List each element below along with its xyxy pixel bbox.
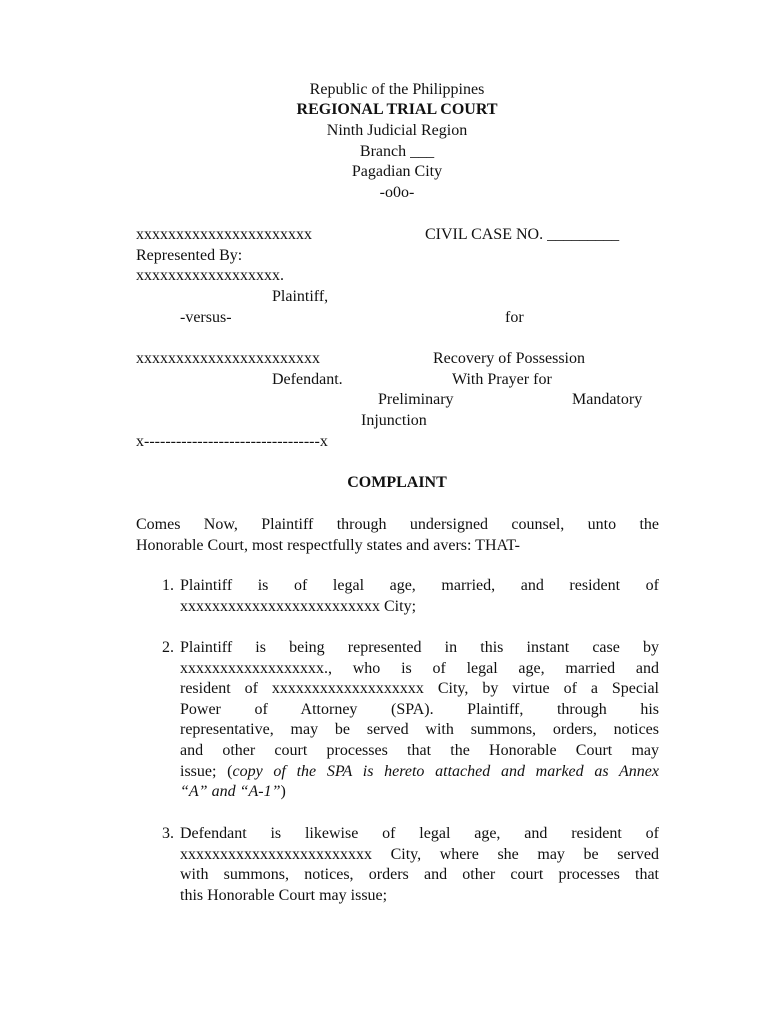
action-title-line1: Recovery of Possession <box>433 350 585 367</box>
item-text <box>180 576 659 617</box>
item-line: this Honorable Court may issue; <box>180 886 388 904</box>
header-branch: Branch ___ <box>359 143 435 160</box>
item-line: representative, may be served with summons, orders, notices <box>180 721 659 739</box>
plaintiff-label: Plaintiff, <box>272 288 329 305</box>
intro-line: Honorable Court, most respectfully states and avers: THAT- <box>136 536 520 554</box>
item-line: Power of Attorney (SPA). Plaintiff, through his <box>180 700 659 718</box>
defendant-name: xxxxxxxxxxxxxxxxxxxxxxx <box>136 350 320 367</box>
header-city: Pagadian City <box>351 163 443 180</box>
civil-case-number: CIVIL CASE NO. _________ <box>425 226 620 243</box>
item-text <box>180 638 659 803</box>
item-line-mixed <box>180 782 659 803</box>
item-line: xxxxxxxxxxxxxxxxxxxxxxxxx City; <box>180 597 417 615</box>
item-number: 3. <box>162 825 174 842</box>
caption-separator: x---------------------------------x <box>136 433 328 450</box>
item-text <box>180 824 659 906</box>
header-court: REGIONAL TRIAL COURT <box>296 101 498 118</box>
item-number: 1. <box>162 577 174 594</box>
represented-by-label: Represented By: <box>136 247 243 264</box>
item-text-plain: issue; ( <box>180 762 233 780</box>
intro-line: Comes Now, Plaintiff through undersigned counsel, unto the <box>136 516 659 533</box>
action-title-line2: With Prayer for <box>452 371 552 388</box>
representative-name: xxxxxxxxxxxxxxxxxx. <box>136 267 284 284</box>
header-republic: Republic of the Philippines <box>309 81 485 98</box>
document-title: COMPLAINT <box>347 474 447 491</box>
intro-paragraph <box>136 515 659 556</box>
item-line-mixed <box>180 762 659 783</box>
item-line: resident of xxxxxxxxxxxxxxxxxxx City, by virtue of a Special <box>180 680 659 698</box>
header-ornament: -o0o- <box>379 184 415 201</box>
plaintiff-name: xxxxxxxxxxxxxxxxxxxxxx <box>136 226 312 243</box>
versus-label: -versus- <box>180 309 232 326</box>
item-number: 2. <box>162 639 174 656</box>
for-label: for <box>505 309 524 326</box>
item-text-plain: ) <box>280 783 286 801</box>
item-line: xxxxxxxxxxxxxxxxxxxxxxxx City, where she may be served <box>180 845 659 863</box>
item-line: Plaintiff is being represented in this instant case by <box>180 639 659 656</box>
header-region: Ninth Judicial Region <box>326 122 468 139</box>
action-title-line4: Injunction <box>361 412 427 429</box>
item-line: xxxxxxxxxxxxxxxxxx., who is of legal age, married and <box>180 659 659 677</box>
item-line: Defendant is likewise of legal age, and resident of <box>180 825 659 842</box>
item-line: with summons, notices, orders and other court processes that <box>180 866 659 884</box>
action-title-line3a: Preliminary <box>378 391 454 408</box>
defendant-label: Defendant. <box>272 371 343 388</box>
action-title-line3b: Mandatory <box>572 391 643 408</box>
item-text-italic: “A” and “A-1” <box>180 783 281 801</box>
item-text-italic: copy of the SPA is hereto attached and marked as Annex <box>232 762 659 780</box>
item-line: and other court processes that the Honorable Court may <box>180 741 659 759</box>
item-line: Plaintiff is of legal age, married, and resident of <box>180 577 659 594</box>
